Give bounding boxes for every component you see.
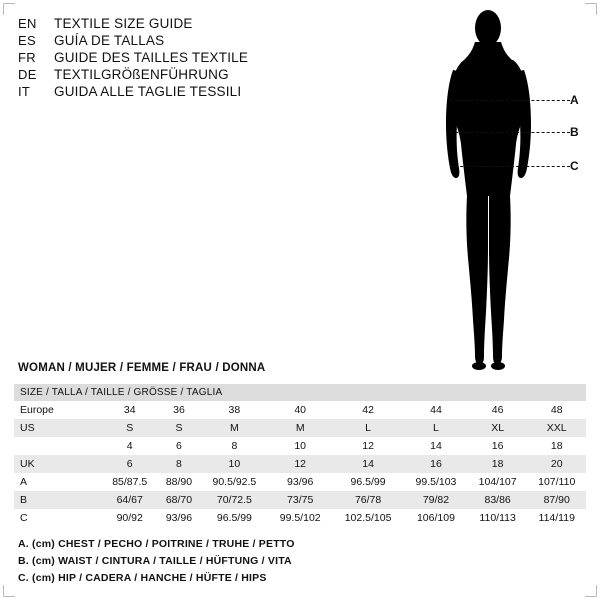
row-label-a: A <box>20 476 28 488</box>
cell: 79/82 <box>404 491 468 509</box>
cell: 44 <box>430 404 442 416</box>
cell: 114/119 <box>538 512 575 524</box>
table-row <box>14 455 586 473</box>
cell: 10 <box>294 440 307 452</box>
cell: 93/96 <box>165 512 193 524</box>
cell: XL <box>468 419 528 437</box>
section-title: WOMAN / MUJER / FEMME / FRAU / DONNA <box>18 362 266 374</box>
frame-corner-bottom-right <box>585 585 597 597</box>
cell: 18 <box>550 440 563 452</box>
female-silhouette-icon <box>420 8 590 378</box>
cell: 6 <box>176 440 182 452</box>
table-row <box>14 401 586 419</box>
language-title-fr: GUIDE DES TAILLES TEXTILE <box>54 50 249 65</box>
size-table <box>14 384 586 527</box>
cell: 76/78 <box>332 491 404 509</box>
measure-label-c: C <box>570 159 579 173</box>
measure-label-a: A <box>570 93 579 107</box>
cell: 14 <box>430 440 442 452</box>
cell: 70/72.5 <box>200 491 268 509</box>
cell: 12 <box>362 440 374 452</box>
cell: 48 <box>550 404 563 416</box>
frame-corner-top-left <box>3 3 15 15</box>
cell: 16 <box>491 440 504 452</box>
language-row-de <box>18 67 318 82</box>
cell: 36 <box>173 404 185 416</box>
cell: 87/90 <box>527 491 586 509</box>
row-label-uk: UK <box>14 455 102 473</box>
measure-line-waist <box>450 132 570 133</box>
language-row-en <box>18 16 318 31</box>
table-row <box>14 437 586 455</box>
note-chest: A. (cm) CHEST / PECHO / POITRINE / TRUHE / PETTO <box>18 538 295 550</box>
table-row <box>14 419 586 437</box>
cell: 83/86 <box>468 491 528 509</box>
cell: 10 <box>200 455 268 473</box>
cell: L <box>404 419 468 437</box>
cell: M <box>200 419 268 437</box>
cell: M <box>268 419 332 437</box>
cell: 73/75 <box>268 491 332 509</box>
measurement-notes <box>18 538 578 589</box>
cell: 102.5/105 <box>344 512 392 524</box>
table-header-row <box>14 384 586 401</box>
measure-line-chest <box>450 100 570 101</box>
cell: S <box>157 419 200 437</box>
cell: 64/67 <box>102 491 157 509</box>
language-code-fr: FR <box>18 50 36 65</box>
cell: L <box>332 419 404 437</box>
cell: 104/107 <box>478 476 517 488</box>
table-row <box>14 509 586 527</box>
cell: 96.5/99 <box>350 476 386 488</box>
language-header-block <box>18 16 318 101</box>
cell: 99.5/102 <box>279 512 321 524</box>
body-figure-area <box>420 8 590 378</box>
note-hip: C. (cm) HIP / CADERA / HANCHE / HÜFTE / HIPS <box>18 572 267 584</box>
cell: 12 <box>268 455 332 473</box>
cell: 20 <box>527 455 586 473</box>
cell: 34 <box>123 404 136 416</box>
cell: 93/96 <box>287 476 314 488</box>
row-label-europe: Europe <box>20 404 54 416</box>
measure-line-hip <box>450 166 570 167</box>
table-row <box>14 473 586 491</box>
cell: 8 <box>231 440 238 452</box>
language-title-it: GUIDA ALLE TAGLIE TESSILI <box>54 84 242 99</box>
cell: 90.5/92.5 <box>212 476 257 488</box>
language-row-es <box>18 33 318 48</box>
cell: 99.5/103 <box>415 476 457 488</box>
row-label-us: US <box>14 419 102 437</box>
language-title-es: GUÍA DE TALLAS <box>54 33 165 48</box>
language-code-it: IT <box>18 84 31 99</box>
language-title-en: TEXTILE SIZE GUIDE <box>54 16 193 31</box>
cell: 85/87.5 <box>112 476 148 488</box>
cell: 40 <box>294 404 307 416</box>
cell: 96.5/99 <box>216 512 252 524</box>
language-title-de: TEXTILGRÖßENFÜHRUNG <box>54 67 229 82</box>
cell: 6 <box>102 455 157 473</box>
cell: 18 <box>468 455 528 473</box>
cell: 106/109 <box>416 512 455 524</box>
language-row-fr <box>18 50 318 65</box>
cell: 16 <box>404 455 468 473</box>
row-label-b: B <box>14 491 102 509</box>
cell: 68/70 <box>157 491 200 509</box>
language-code-de: DE <box>18 67 37 82</box>
cell: 107/110 <box>538 476 576 488</box>
cell: 46 <box>491 404 504 416</box>
cell: 38 <box>228 404 241 416</box>
frame-corner-bottom-left <box>3 585 15 597</box>
cell: S <box>102 419 157 437</box>
cell: 42 <box>362 404 374 416</box>
cell: 88/90 <box>165 476 193 488</box>
cell: 4 <box>126 440 133 452</box>
cell: 14 <box>332 455 404 473</box>
cell: 110/113 <box>479 512 516 524</box>
note-waist: B. (cm) WAIST / CINTURA / TAILLE / HÜFTUNG / VITA <box>18 555 292 567</box>
cell: 8 <box>157 455 200 473</box>
language-code-en: EN <box>18 16 37 31</box>
table-row <box>14 491 586 509</box>
measure-label-b: B <box>570 125 579 139</box>
cell: XXL <box>527 419 586 437</box>
row-label-us-numeric <box>14 437 102 455</box>
cell: 90/92 <box>116 512 143 524</box>
language-code-es: ES <box>18 33 36 48</box>
row-label-c: C <box>20 512 28 524</box>
language-row-it <box>18 84 318 99</box>
table-header-label: SIZE / TALLA / TAILLE / GRÖSSE / TAGLIA <box>14 384 586 401</box>
